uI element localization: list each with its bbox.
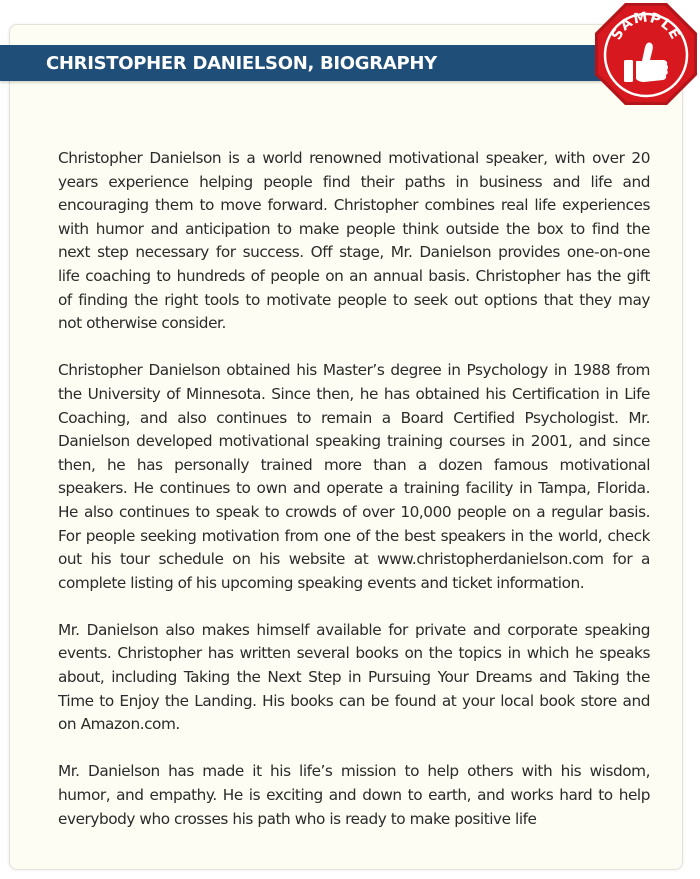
biography-paragraph-4: Mr. Danielson has made it his life’s mission to help others with his wisdom, humor, and empathy. He is exciting and down to earth, and works hard to help everybody who crosses his path who is ready to make positive life: [58, 762, 650, 828]
biography-paragraph-3: Mr. Danielson also makes himself available for private and corporate speaking events. Christopher has written several books on the topics in which he speaks about, including Taking the Next Step in Pursuing Your Dreams and Taking the Time to Enjoy the Landing. His books can be found at your local book store and on Amazon.com.: [58, 620, 650, 734]
biography-paragraph-1: Christopher Danielson is a world renowned motivational speaker, with over 20 years experience helping people find their paths in business and life and encouraging them to move forward. Christopher combines real life experiences with humor and anticipation to make people think outside the box to find the next step necessary for success. Off stage, Mr. Danielson provides one-on-one life coaching to hundreds of people on an annual basis. Christopher has the gift of finding the right tools to motivate people to seek out options that they may not otherwise consider.: [58, 149, 650, 333]
title-bar: [0, 45, 652, 81]
sample-seal-badge: [592, 0, 700, 108]
page-title: CHRISTOPHER DANIELSON, BIOGRAPHY: [46, 53, 437, 74]
biography-paragraph-2: Christopher Danielson obtained his Master’s degree in Psychology in 1988 from the University of Minnesota. Since then, he has obtained his Certification in Life Coaching, and also continues to remain a Board Certified Psychologist. Mr. Danielson developed motivational speaking training courses in 2001, and since then, he has personally trained more than a dozen famous motivational speakers. He continues to own and operate a training facility in Tampa, Florida. He also continues to speak to crowds of over 10,000 people on a regular basis. For people seeking motivation from one of the best speakers in the world, check out his tour schedule on his website at www.christopherdanielson.com for a complete listing of his upcoming speaking events and ticket information.: [58, 361, 650, 592]
biography-card: [9, 24, 683, 870]
sample-seal-label: SAMPLE: [608, 9, 684, 43]
biography-body: [58, 147, 650, 859]
